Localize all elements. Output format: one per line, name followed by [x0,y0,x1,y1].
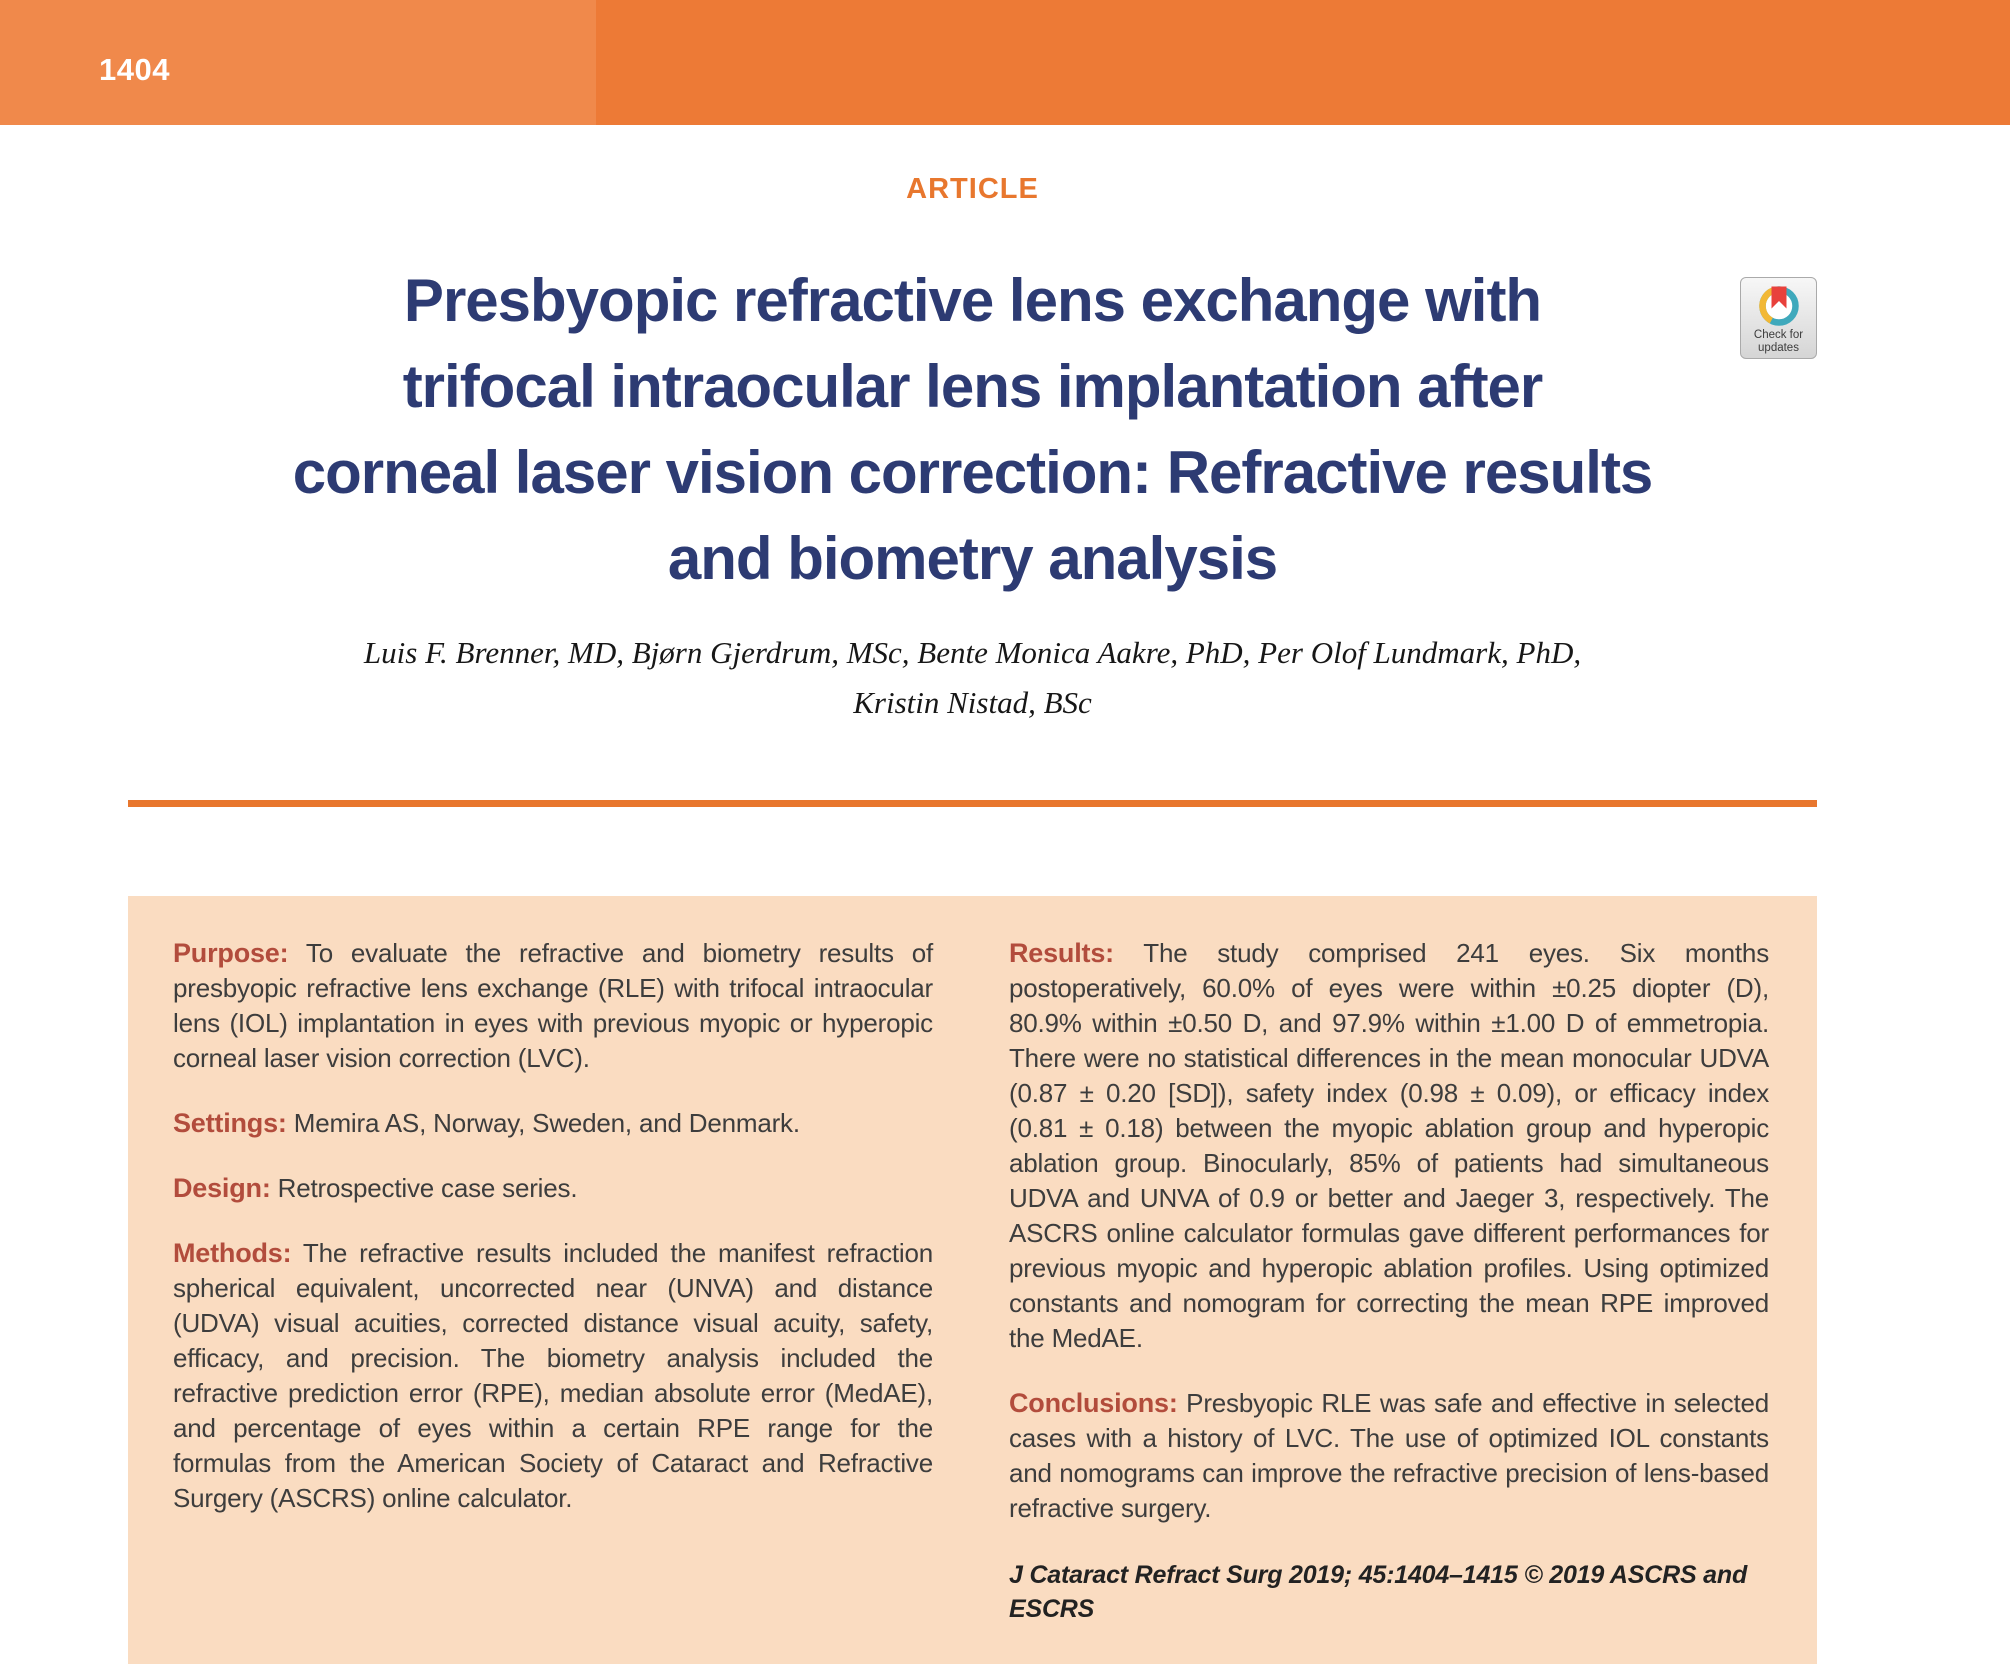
title-line-3: corneal laser vision correction: Refractive results [292,439,1653,506]
abstract-label-purpose: Purpose: [173,938,289,968]
author-line-1: Luis F. Brenner, MD, Bjørn Gjerdrum, MSc, Bente Monica Aakre, PhD, Per Olof Lundmark, PhD, [363,635,1582,670]
check-for-updates-badge[interactable] [1740,277,1817,359]
abstract-label-conclusions: Conclusions: [1009,1388,1178,1418]
crossmark-icon [1755,281,1803,329]
title-line-2: trifocal intraocular lens implantation after [402,353,1543,420]
journal-citation: J Cataract Refract Surg 2019; 45:1404–1415 © 2019 ASCRS and ESCRS [1009,1561,1748,1623]
abstract-paragraph-settings [173,1106,933,1141]
abstract-paragraph-purpose [173,936,933,1076]
abstract-paragraph-design [173,1171,933,1206]
crossmark-badge-text [1754,329,1803,355]
abstract-box [128,896,1817,1664]
abstract-paragraph-methods [173,1236,933,1516]
page-number: 1404 [99,51,170,87]
abstract-paragraph-results [1009,936,1769,1356]
abstract-right-column [1009,936,1769,1626]
title-line-1: Presbyopic refractive lens exchange with [403,267,1542,334]
header-left-block [0,0,596,125]
abstract-label-methods: Methods: [173,1238,292,1268]
abstract-text-conclusions: Presbyopic RLE was safe and effective in selected cases with a history of LVC. The use of optimized IOL constants and nomograms can improve the refractive precision of lens-based refractive surgery. [1009,1388,1770,1523]
abstract-left-column [173,936,933,1626]
crossmark-badge-line-2: updates [1758,342,1799,354]
abstract-label-results: Results: [1009,938,1114,968]
abstract-label-settings: Settings: [173,1108,287,1138]
abstract-text-purpose: To evaluate the refractive and biometry results of presbyopic refractive lens exchange (RLE) with trifocal intraocular lens (IOL) implantation in eyes with previous myopic or hyperopic corneal laser vision correction (LVC). [173,938,933,1073]
article-content [128,172,1817,1664]
section-divider-rule [128,800,1817,807]
abstract-paragraph-conclusions [1009,1386,1769,1526]
author-list [128,628,1817,728]
page-header-bar [0,0,2010,125]
abstract-text-results: The study comprised 241 eyes. Six months postoperatively, 60.0% of eyes were within ±0.25 diopter (D), 80.9% within ±0.50 D, and 97.9% within ±1.00 D of emmetropia. There were no statistical differences in the mean monocular UDVA (0.87 ± 0.20 [SD]), safety index (0.98 ± 0.09), or efficacy index (0.81 ± 0.18) between the myopic ablation group and hyperopic ablation group. Binocularly, 85% of patients had simultaneous UDVA and UNVA of 0.9 or better and Jaeger 3, respectively. The ASCRS online calculator formulas gave different performances for previous myopic and hyperopic ablation profiles. Using optimized constants and nomogram for correcting the mean RPE improved the MedAE. [1009,938,1769,1353]
abstract-label-design: Design: [173,1173,271,1203]
abstract-text-methods: The refractive results included the manifest refraction spherical equivalent, uncorrected near (UNVA) and distance (UDVA) visual acuities, corrected distance visual acuity, safety, efficacy, and precision. The biometry analysis included the refractive prediction error (RPE), median absolute error (MedAE), and percentage of eyes within a certain RPE range for the formulas from the American Society of Cataract and Refractive Surgery (ASCRS) online calculator. [173,1238,934,1513]
title-line-4: and biometry analysis [667,525,1278,592]
abstract-text-design: Retrospective case series. [277,1173,578,1203]
abstract-text-settings: Memira AS, Norway, Sweden, and Denmark. [293,1108,800,1138]
crossmark-badge-line-1: Check for [1753,329,1804,341]
page-title [128,258,1817,602]
article-type-label: ARTICLE [906,173,1039,205]
author-line-2: Kristin Nistad, BSc [853,685,1092,720]
